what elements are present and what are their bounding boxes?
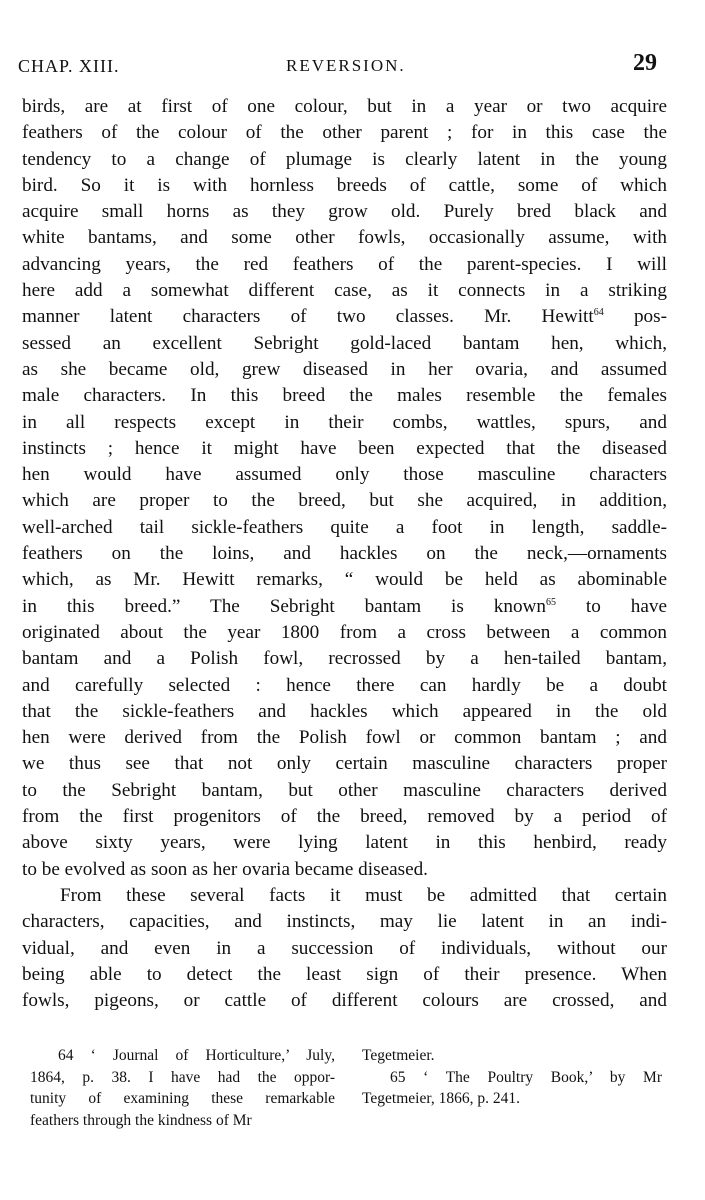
text-line: feathers on the loins, and hackles on the neck,—ornaments	[22, 543, 667, 565]
text-line	[22, 594, 667, 620]
text-line: and carefully selected : hence there can hardly be a doubt	[22, 674, 667, 696]
text-line: to the Sebright bantam, but other masculine characters derived	[22, 779, 667, 801]
text-line: From these several facts it must be admitted that certain	[60, 884, 667, 906]
page-number: 29	[633, 50, 657, 76]
text-segment: manner latent characters of two classes. Mr. Hewitt	[22, 306, 594, 328]
text-line: fowls, pigeons, or cattle of different colours are crossed, and	[22, 990, 667, 1012]
text-line: bantam and a Polish fowl, recrossed by a hen-tailed bantam,	[22, 648, 667, 670]
text-line: we thus see that not only certain masculine characters proper	[22, 753, 667, 775]
text-segment: pos-	[633, 306, 667, 328]
text-line: as she became old, grew diseased in her ovaria, and assumed	[22, 358, 667, 380]
text-line: that the sickle-feathers and hackles which appeared in the old	[22, 700, 667, 722]
text-line: sessed an excellent Sebright gold-laced bantam hen, which,	[22, 332, 667, 354]
text-line: above sixty years, were lying latent in this henbird, ready	[22, 832, 667, 854]
running-header	[18, 50, 657, 80]
text-line: in all respects except in their combs, wattles, spurs, and	[22, 411, 667, 433]
footnote-line: 1864, p. 38. I have had the oppor-	[30, 1068, 335, 1086]
text-line: acquire small horns as they grow old. Purely bred black and	[22, 201, 667, 223]
text-line: from the first progenitors of the breed, removed by a period of	[22, 806, 667, 828]
footnote-line: 64 ‘ Journal of Horticulture,’ July,	[58, 1047, 335, 1064]
text-line: here add a somewhat different case, as it connects in a striking	[22, 280, 667, 302]
text-segment: to have	[585, 595, 667, 617]
text-line	[22, 304, 667, 330]
text-line: white bantams, and some other fowls, occasionally assume, with	[22, 227, 667, 249]
text-line: hen were derived from the Polish fowl or common bantam ; and	[22, 727, 667, 749]
footnote-line: 65 ‘ The Poultry Book,’ by Mr	[390, 1068, 662, 1086]
text-line: characters, capacities, and instincts, may lie latent in an indi-	[22, 911, 667, 933]
footnote-line: feathers through the kindness of Mr	[30, 1111, 252, 1129]
text-line: hen would have assumed only those masculine characters	[22, 464, 667, 486]
text-line: being able to detect the least sign of their presence. When	[22, 963, 667, 985]
footnote-line: tunity of examining these remarkable	[30, 1090, 335, 1107]
footnote-line: Tegetmeier.	[362, 1047, 435, 1064]
text-line: bird. So it is with hornless breeds of cattle, some of which	[22, 174, 667, 196]
text-line: instincts ; hence it might have been expected that the diseased	[22, 437, 667, 459]
text-line: vidual, and even in a succession of individuals, without our	[22, 937, 667, 959]
text-segment: in this breed.” The Sebright bantam is known	[22, 595, 546, 617]
text-line: birds, are at first of one colour, but in a year or two acquire	[22, 96, 667, 117]
footnote-column-right	[362, 1045, 662, 1110]
footnote-line: Tegetmeier, 1866, p. 241.	[362, 1090, 520, 1107]
footnote-ref: 64	[593, 307, 604, 319]
text-line: advancing years, the red feathers of the parent-species. I will	[22, 253, 667, 275]
text-line: tendency to a change of plumage is clearly latent in the young	[22, 148, 667, 170]
chapter-label: CHAP. XIII.	[18, 56, 120, 76]
text-line: well-arched tail sickle-feathers quite a foot in length, saddle-	[22, 516, 667, 538]
text-line: originated about the year 1800 from a cross between a common	[22, 621, 667, 643]
text-line: which, as Mr. Hewitt remarks, “ would be held as abominable	[22, 569, 667, 591]
body-text	[22, 94, 667, 1014]
text-line: male characters. In this breed the males resemble the females	[22, 385, 667, 407]
text-line: feathers of the colour of the other parent ; for in this case the	[22, 122, 667, 144]
text-line: which are proper to the breed, but she acquired, in addition,	[22, 490, 667, 512]
footnote-ref: 65	[546, 596, 556, 608]
text-line: to be evolved as soon as her ovaria became diseased.	[22, 858, 428, 880]
footnote-column-left	[30, 1045, 335, 1131]
running-title: REVERSION.	[286, 56, 406, 75]
